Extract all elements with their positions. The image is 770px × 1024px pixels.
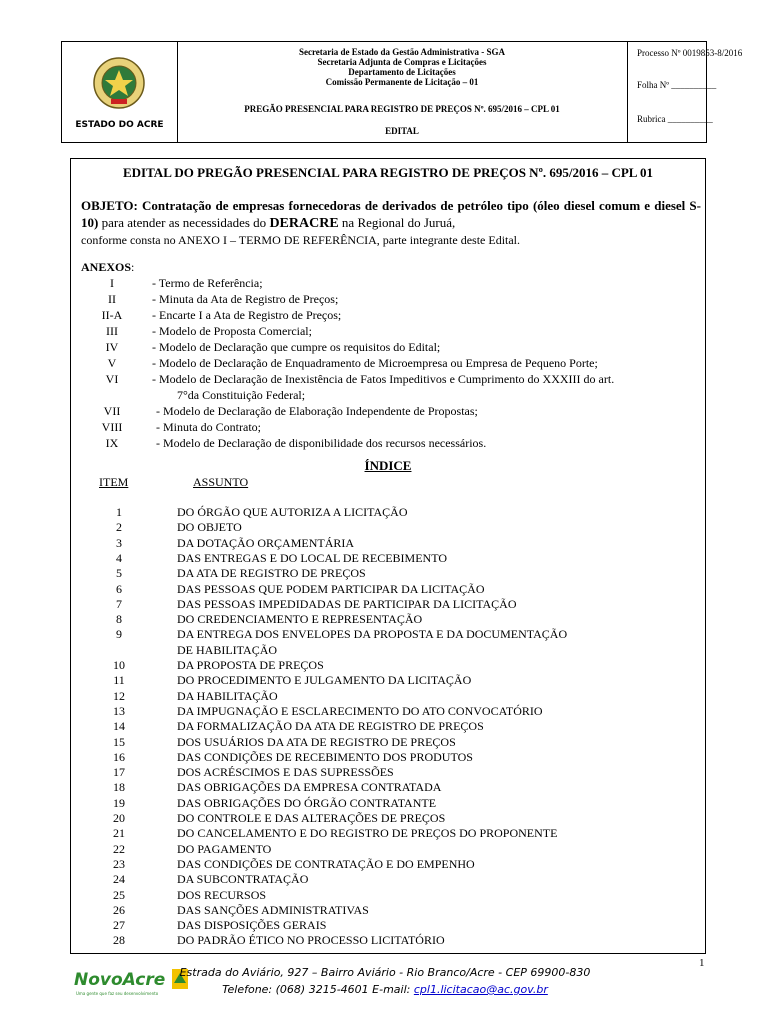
indice-item-subject: DO PADRÃO ÉTICO NO PROCESSO LICITATÓRIO xyxy=(177,933,445,948)
objeto-bold-text: Contratação de empresas fornecedoras de derivados de petróleo tipo (óleo diesel comum e diesel S-10) xyxy=(81,198,701,230)
anexo-number: VIII xyxy=(101,420,123,434)
indice-item-number: 18 xyxy=(113,780,125,795)
footer-phone: Telefone: (068) 3215-4601 E-mail: xyxy=(222,983,414,996)
document-header xyxy=(61,41,743,143)
rubrica-field: Rubrica __________ xyxy=(637,114,713,124)
indice-item-subject: DO CANCELAMENTO E DO REGISTRO DE PREÇOS DO PROPONENTE xyxy=(177,826,558,841)
anexos-label-text: ANEXOS xyxy=(81,260,132,274)
indice-item-number: 5 xyxy=(116,566,122,581)
indice-item-subject: DO CONTROLE E DAS ALTERAÇÕES DE PREÇOS xyxy=(177,811,446,825)
indice-item-subject: DA FORMALIZAÇÃO DA ATA DE REGISTRO DE PREÇOS xyxy=(177,719,484,734)
indice-item-number: 16 xyxy=(113,749,125,764)
objeto-mid-text: para atender as necessidades do xyxy=(98,215,270,230)
indice-item-number: 14 xyxy=(113,719,125,734)
indice-item-subject: DA ENTREGA DOS ENVELOPES DA PROPOSTA E DA DOCUMENTAÇÃO xyxy=(177,627,568,642)
indice-item-number: 23 xyxy=(113,856,125,871)
indice-item-subject: DA SUBCONTRATAÇÃO xyxy=(177,872,309,887)
indice-item-subject: DAS OBRIGAÇÕES DA EMPRESA CONTRATADA xyxy=(177,780,442,795)
anexo-number: III xyxy=(106,324,118,338)
indice-item-number: 2 xyxy=(116,520,122,535)
header-line-4: Comissão Permanente de Licitação – 01 xyxy=(325,77,479,87)
indice-item-number: 15 xyxy=(113,734,125,749)
indice-item-number: 25 xyxy=(113,887,125,902)
anexo-description: - Encarte I a Ata de Registro de Preços; xyxy=(152,308,342,322)
indice-item-number: 21 xyxy=(113,826,125,841)
item-column-header: ITEM xyxy=(99,475,129,489)
folha-field: Folha Nº __________ xyxy=(637,80,717,90)
indice-item-number: 27 xyxy=(113,918,125,933)
indice-item-subject: DAS DISPOSIÇÕES GERAIS xyxy=(177,918,327,933)
indice-item-number: 19 xyxy=(113,795,125,810)
header-pregao: PREGÃO PRESENCIAL PARA REGISTRO DE PREÇOS Nº. 695/2016 – CPL 01 xyxy=(244,104,560,114)
indice-item-subject: DO ÓRGÃO QUE AUTORIZA A LICITAÇÃO xyxy=(177,505,408,519)
indice-item-subject: DA PROPOSTA DE PREÇOS xyxy=(177,658,324,672)
indice-item-subject: DAS CONDIÇÕES DE RECEBIMENTO DOS PRODUTOS xyxy=(177,749,473,764)
indice-item-number: 22 xyxy=(113,841,125,856)
edital-content-box xyxy=(70,158,706,954)
indice-item-subject: DAS SANÇÕES ADMINISTRATIVAS xyxy=(177,902,369,917)
indice-item-subject: DAS PESSOAS QUE PODEM PARTICIPAR DA LICITAÇÃO xyxy=(177,581,485,596)
indice-item-subject: DAS OBRIGAÇÕES DO ÓRGÃO CONTRATANTE xyxy=(177,795,437,810)
estado-label: ESTADO DO ACRE xyxy=(75,120,164,130)
indice-item-subject: DO PROCEDIMENTO E JULGAMENTO DA LICITAÇÃO xyxy=(177,673,472,688)
anexos-label: ANEXOS: xyxy=(81,260,135,274)
header-line-2: Secretaria Adjunta de Compras e Licitações xyxy=(317,57,487,67)
indice-item-subject: DA ATA DE REGISTRO DE PREÇOS xyxy=(177,566,366,581)
indice-item-subject: DOS USUÁRIOS DA ATA DE REGISTRO DE PREÇOS xyxy=(177,734,456,749)
anexo-number: IV xyxy=(105,340,119,354)
indice-item-number: 24 xyxy=(113,872,125,887)
anexo-description: - Modelo de Declaração que cumpre os requisitos do Edital; xyxy=(152,340,441,354)
assunto-column-header: ASSUNTO xyxy=(193,475,249,489)
indice-item-subject: DAS CONDIÇÕES DE CONTRATAÇÃO E DO EMPENHO xyxy=(177,856,475,871)
indice-item-number: 6 xyxy=(116,581,122,596)
indice-item-subject: DAS ENTREGAS E DO LOCAL DE RECEBIMENTO xyxy=(177,550,447,565)
indice-item-number: 7 xyxy=(116,596,122,611)
indice-item-number: 8 xyxy=(116,612,122,627)
indice-item-subject: DO CREDENCIAMENTO E REPRESENTAÇÃO xyxy=(177,612,423,627)
anexo-number: V xyxy=(107,356,117,370)
indice-item-subject: DO OBJETO xyxy=(177,520,242,535)
header-center-cell xyxy=(177,42,628,142)
indice-item-number: 11 xyxy=(113,673,125,688)
indice-item-subject: DOS ACRÉSCIMOS E DAS SUPRESSÕES xyxy=(177,765,394,780)
indice-item-number: 26 xyxy=(113,902,125,917)
anexo-description: - Minuta do Contrato; xyxy=(156,420,261,434)
anexo-description: - Termo de Referência; xyxy=(152,276,263,290)
objeto-tail: conforme consta no ANEXO I – TERMO DE REFERÊNCIA, parte integrante deste Edital. xyxy=(81,233,521,247)
edital-title: EDITAL DO PREGÃO PRESENCIAL PARA REGISTRO DE PREÇOS Nº. 695/2016 – CPL 01 xyxy=(122,165,654,180)
indice-title: ÍNDICE xyxy=(364,458,412,473)
header-line-1: Secretaria de Estado da Gestão Administrativa - SGA xyxy=(298,47,506,57)
anexo-description: - Modelo de Declaração de Elaboração Independente de Propostas; xyxy=(156,404,478,418)
objeto-org: DERACRE xyxy=(269,216,339,231)
indice-item-subject: DAS PESSOAS IMPEDIDADAS DE PARTICIPAR DA LICITAÇÃO xyxy=(177,596,517,611)
indice-item-number: 12 xyxy=(113,688,125,703)
anexo-number: I xyxy=(110,276,114,290)
anexo-description: - Modelo de Declaração de disponibilidade dos recursos necessários. xyxy=(156,436,487,450)
indice-item-subject: DA IMPUGNAÇÃO E ESCLARECIMENTO DO ATO CONVOCATÓRIO xyxy=(177,703,543,718)
indice-item-number: 20 xyxy=(113,811,125,825)
indice-item-subject: DE HABILITAÇÃO xyxy=(177,642,278,657)
indice-item-number: 3 xyxy=(116,535,122,550)
anexo-number: II xyxy=(108,292,116,306)
indice-item-subject: DO PAGAMENTO xyxy=(177,841,272,856)
indice-item-subject: DA HABILITAÇÃO xyxy=(177,688,278,703)
indice-item-number: 1 xyxy=(116,505,122,519)
anexo-number: IX xyxy=(105,436,119,450)
indice-item-subject: DA DOTAÇÃO ORÇAMENTÁRIA xyxy=(177,535,355,550)
objeto-label: OBJETO: xyxy=(81,198,138,213)
svg-text:Uma gente que faz seu desenvol: Uma gente que faz seu desenvolvimento xyxy=(76,991,159,996)
footer-contact xyxy=(0,983,770,996)
indice-item-number: 9 xyxy=(116,627,122,642)
svg-text:NovoAcre: NovoAcre xyxy=(74,970,166,990)
indice-item-number: 4 xyxy=(116,550,122,565)
indice-item-number: 17 xyxy=(113,765,125,780)
header-right-cell xyxy=(627,42,743,142)
anexo-description: - Modelo de Declaração de Enquadramento de Microempresa ou Empresa de Pequeno Porte; xyxy=(152,356,598,370)
anexo-description: - Modelo de Proposta Comercial; xyxy=(152,324,312,338)
header-line-3: Departamento de Licitações xyxy=(348,67,456,77)
anexo-description: - Minuta da Ata de Registro de Preços; xyxy=(152,292,339,306)
indice-item-number: 10 xyxy=(113,658,125,672)
acre-coat-of-arms-icon xyxy=(92,56,146,110)
processo-number: Processo Nº 0019853-8/2016 xyxy=(637,48,743,58)
anexo-description: 7°da Constituição Federal; xyxy=(177,388,306,402)
objeto-rest: na Regional do Juruá, xyxy=(338,215,456,230)
indice-item-subject: DOS RECURSOS xyxy=(177,887,267,902)
header-logo-cell xyxy=(62,42,178,142)
anexo-description: - Modelo de Declaração de Inexistência de Fatos Impeditivos e Cumprimento do XXXIII do art. xyxy=(152,372,615,386)
footer-address: Estrada do Aviário, 927 – Bairro Aviário - Rio Branco/Acre - CEP 69900-830 xyxy=(179,966,591,979)
header-edital: EDITAL xyxy=(385,126,419,136)
footer-email-link[interactable]: cpl1.licitacao@ac.gov.br xyxy=(413,983,548,996)
anexo-number: VII xyxy=(103,404,121,418)
objeto-paragraph xyxy=(81,197,701,249)
page-number: 1 xyxy=(699,957,705,969)
anexo-number: VI xyxy=(105,372,119,386)
indice-item-number: 28 xyxy=(113,933,125,948)
indice-item-number: 13 xyxy=(113,703,125,718)
anexo-number: II-A xyxy=(101,308,123,322)
